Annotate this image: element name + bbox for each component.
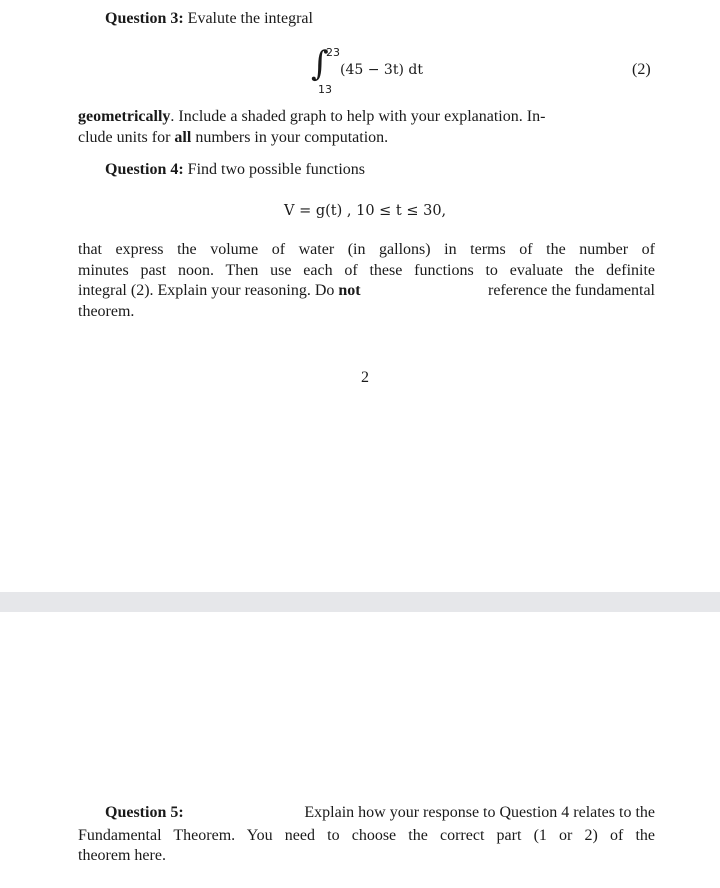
desc-line-2-text-b: numbers in your computation. — [191, 129, 389, 146]
question-3-label: Question 3: — [105, 10, 184, 27]
question-4-para-line-3 — [78, 282, 655, 300]
question-5-label: Question 5: — [105, 804, 184, 821]
question-3-heading — [105, 10, 313, 28]
integral-upper-limit: 23 — [326, 46, 340, 59]
question-4-para-line-2: minutes past noon. Then use each of these functions to evaluate the definite — [78, 262, 655, 279]
integral-sign-icon: ∫ — [311, 44, 329, 84]
desc-line-1-text: . Include a shaded graph to help with your explanation. In- — [170, 108, 546, 125]
question-4-para-line-4: theorem. — [78, 303, 135, 320]
page-number: 2 — [361, 369, 369, 386]
question-4-para-line-1: that express the volume of water (in gallons) in terms of the number of — [78, 241, 655, 258]
desc-line-2-text-a: clude units for — [78, 129, 175, 146]
question-4-prompt: Find two possible functions — [187, 161, 366, 178]
question-3-desc-line-2 — [78, 129, 388, 147]
equation-number: (2) — [632, 61, 651, 78]
integral-integrand: (45 − 3t) dt — [340, 62, 423, 78]
question-5-line-1 — [105, 804, 655, 822]
question-5-line-3: theorem here. — [78, 847, 166, 864]
para-line-3-text-b: reference the fundamental — [487, 282, 655, 299]
geometrically-emphasis: geometrically — [78, 108, 171, 125]
question-5-line-2: Fundamental Theorem. You need to choose the correct part (1 or 2) of the — [78, 827, 655, 844]
volume-function-equation: V = g(t) , 10 ≤ t ≤ 30, — [284, 203, 447, 219]
para-line-3-text-a: integral (2). Explain your reasoning. Do not — [78, 282, 361, 299]
question-4-label: Question 4: — [105, 161, 184, 178]
integral-lower-limit: 13 — [318, 83, 332, 96]
question-4-heading — [105, 161, 365, 179]
question-3-desc-line-1 — [78, 108, 545, 126]
all-emphasis: all — [174, 129, 192, 146]
question-5-line-1-text: Explain how your response to Question 4 relates to the — [304, 804, 655, 821]
question-3-prompt: Evalute the integral — [187, 10, 313, 27]
not-emphasis: not — [338, 282, 361, 299]
page-separator — [0, 592, 720, 612]
document-page-bottom — [0, 612, 720, 888]
